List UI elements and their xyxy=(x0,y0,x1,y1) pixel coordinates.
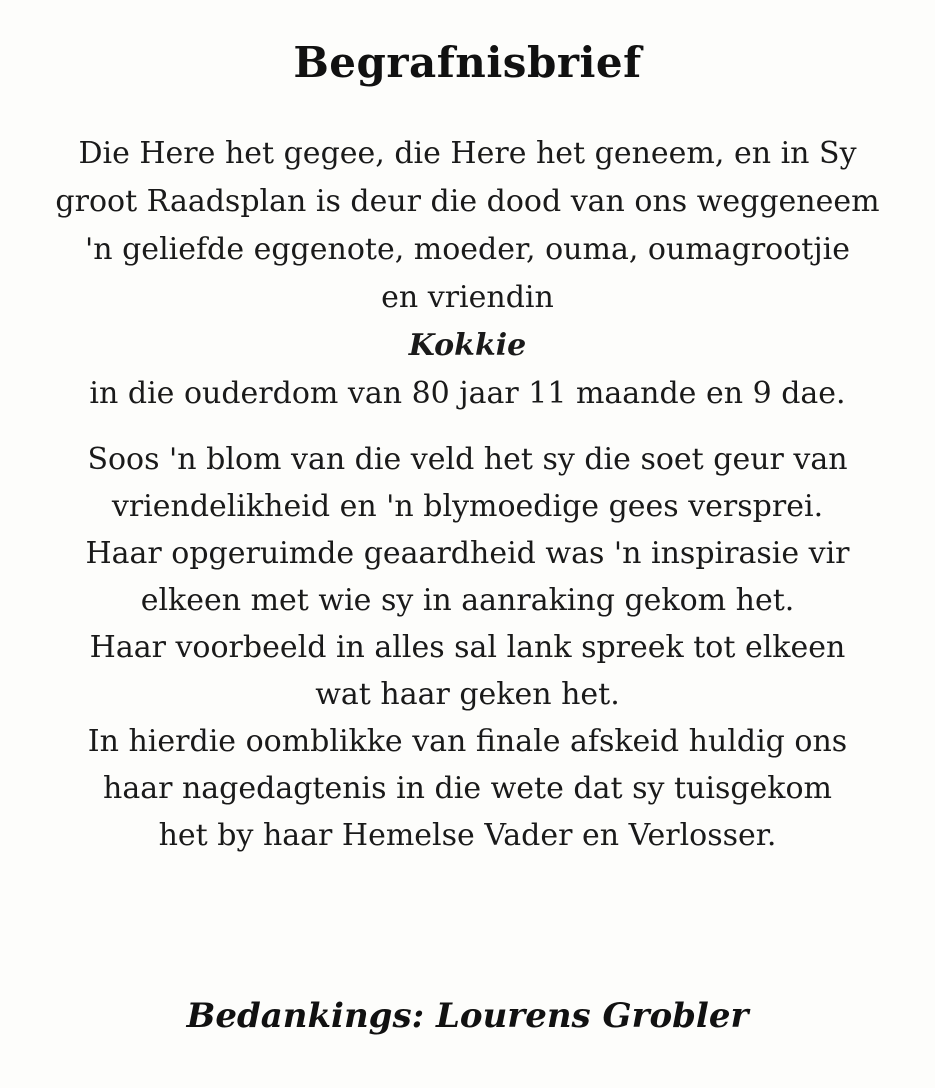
acknowledgement-signature: Bedankings: Lourens Grobler xyxy=(186,996,749,1036)
tribute-line: In hierdie oomblikke van finale afskeid huldig ons xyxy=(87,724,848,759)
tribute-line: Haar opgeruimde geaardheid was 'n inspirasie vir xyxy=(85,536,850,571)
tribute-line: vriendelikheid en 'n blymoedige gees versprei. xyxy=(111,489,824,524)
tribute-line: elkeen met wie sy in aanraking gekom het. xyxy=(140,583,795,618)
age-paragraph xyxy=(0,370,935,418)
age-line: in die ouderdom van 80 jaar 11 maande en 9 dae. xyxy=(89,376,846,411)
intro-line: 'n geliefde eggenote, moeder, ouma, oumagrootjie xyxy=(85,232,850,267)
deceased-name: Kokkie xyxy=(408,328,527,363)
intro-line: en vriendin xyxy=(381,280,554,315)
document-title: Begrafnisbrief xyxy=(293,38,642,87)
tribute-line: het by haar Hemelse Vader en Verlosser. xyxy=(158,818,777,853)
intro-line: groot Raadsplan is deur die dood van ons weggeneem xyxy=(55,184,880,219)
intro-paragraph xyxy=(0,130,935,370)
tribute-line: haar nagedagtenis in die wete dat sy tuisgekom xyxy=(103,771,832,806)
tribute-paragraph xyxy=(0,436,935,859)
tribute-line: wat haar geken het. xyxy=(315,677,620,712)
intro-line: Die Here het gegee, die Here het geneem, en in Sy xyxy=(78,136,857,171)
tribute-line: Haar voorbeeld in alles sal lank spreek tot elkeen xyxy=(89,630,846,665)
tribute-line: Soos 'n blom van die veld het sy die soet geur van xyxy=(87,442,848,477)
